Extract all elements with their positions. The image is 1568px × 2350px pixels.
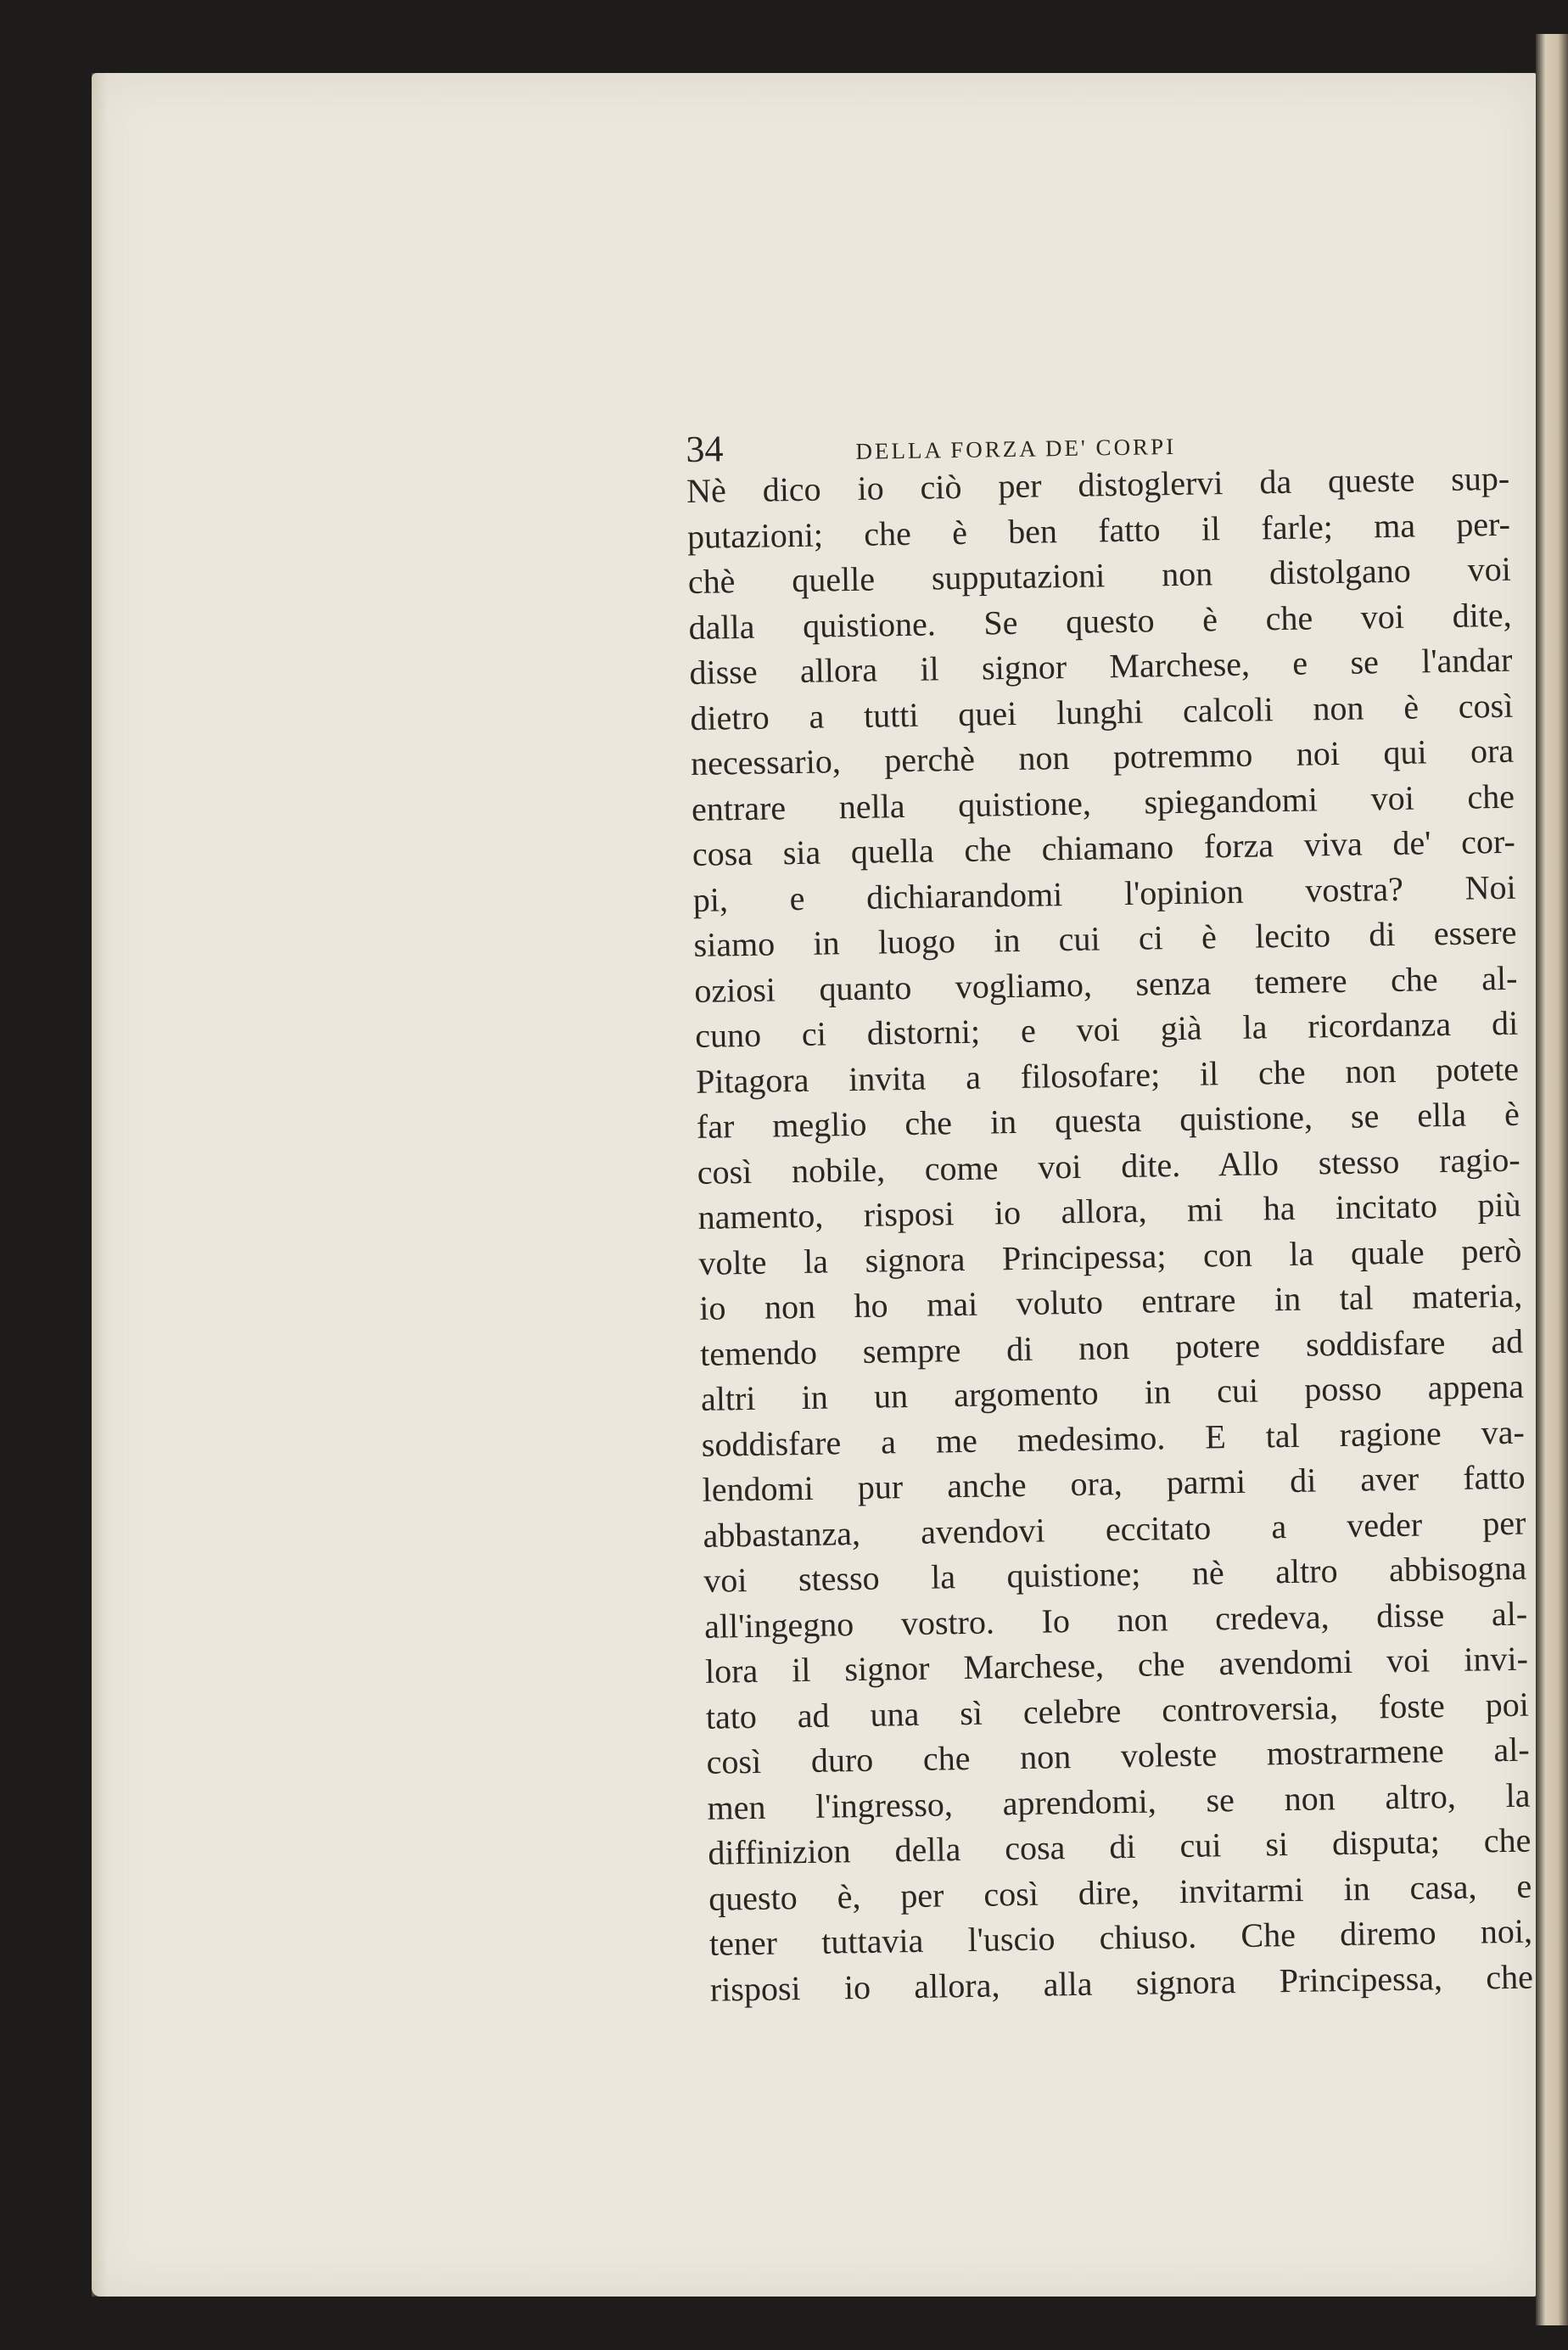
text-line: soddisfare a me medesimo. E tal ragione va-	[701, 1412, 1526, 1464]
text-line: cuno ci distorni; e voi già la ricordanza di	[694, 1003, 1519, 1055]
text-line: men l'ingresso, aprendomi, se non altro, la	[707, 1775, 1531, 1827]
text-line: oziosi quanto vogliamo, senza temere che al-	[694, 958, 1518, 1010]
text-line: disse allora il signor Marchese, e se l'andar	[689, 640, 1513, 692]
text-block	[686, 415, 1533, 2012]
text-line: dietro a tutti quei lunghi calcoli non è così	[690, 686, 1514, 738]
text-line: necessario, perchè non potremmo noi qui ora	[690, 731, 1515, 782]
text-line: abbastanza, avendovi eccitato a veder per	[703, 1503, 1526, 1555]
text-line: io non ho mai voluto entrare in tal materia,	[698, 1276, 1523, 1327]
text-line: temendo sempre di non potere soddisfare ad	[699, 1321, 1524, 1373]
text-line: altri in un argomento in cui posso appena	[700, 1366, 1525, 1418]
next-page-edge	[1536, 34, 1568, 2325]
text-line: namento, risposi io allora, mi ha incitato più	[697, 1185, 1521, 1237]
page-number: 34	[686, 428, 724, 470]
text-line: lora il signor Marchese, che avendomi voi invi-	[704, 1639, 1529, 1691]
text-line: tato ad una sì celebre controversia, foste poi	[705, 1685, 1530, 1736]
text-line: questo è, per così dire, invitarmi in casa, e	[708, 1866, 1532, 1918]
text-line: dalla quistione. Se questo è che voi dite,	[688, 595, 1512, 647]
text-line: siamo in luogo in cui ci è lecito di essere	[693, 912, 1517, 964]
text-line: voi stesso la quistione; nè altro abbisogna	[703, 1548, 1527, 1600]
running-title: DELLA FORZA DE' CORPI	[855, 433, 1177, 464]
text-line: così duro che non voleste mostrarmene al-	[706, 1730, 1530, 1781]
text-line: Nè dico io ciò per distoglervi da queste sup-	[686, 458, 1510, 510]
text-line: entrare nella quistione, spiegandomi voi che	[691, 777, 1515, 828]
text-line: tener tuttavia l'uscio chiuso. Che diremo noi,	[708, 1911, 1533, 1963]
text-line: lendomi pur anche ora, parmi di aver fatto	[702, 1457, 1526, 1509]
text-line: all'ingegno vostro. Io non credeva, disse al-	[703, 1594, 1528, 1646]
text-line: cosa sia quella che chiamano forza viva de' cor-	[692, 822, 1516, 873]
text-line: putazioni; che è ben fatto il farle; ma per-	[686, 504, 1511, 556]
text-line: Pitagora invita a filosofare; il che non potete	[695, 1049, 1520, 1101]
text-line: risposi io allora, alla signora Principessa, che	[709, 1957, 1534, 2009]
book-page	[92, 73, 1536, 2297]
text-line: così nobile, come voi dite. Allo stesso ragio-	[697, 1140, 1521, 1192]
text-line: far meglio che in questa quistione, se ella è	[696, 1094, 1520, 1146]
text-line: volte la signora Principessa; con la quale però	[698, 1231, 1522, 1282]
text-line: chè quelle supputazioni non distolgano voi	[687, 549, 1512, 601]
text-line: pi, e dichiarandomi l'opinion vostra? Noi	[692, 867, 1516, 919]
text-line: diffinizion della cosa di cui si disputa; che	[708, 1820, 1532, 1872]
